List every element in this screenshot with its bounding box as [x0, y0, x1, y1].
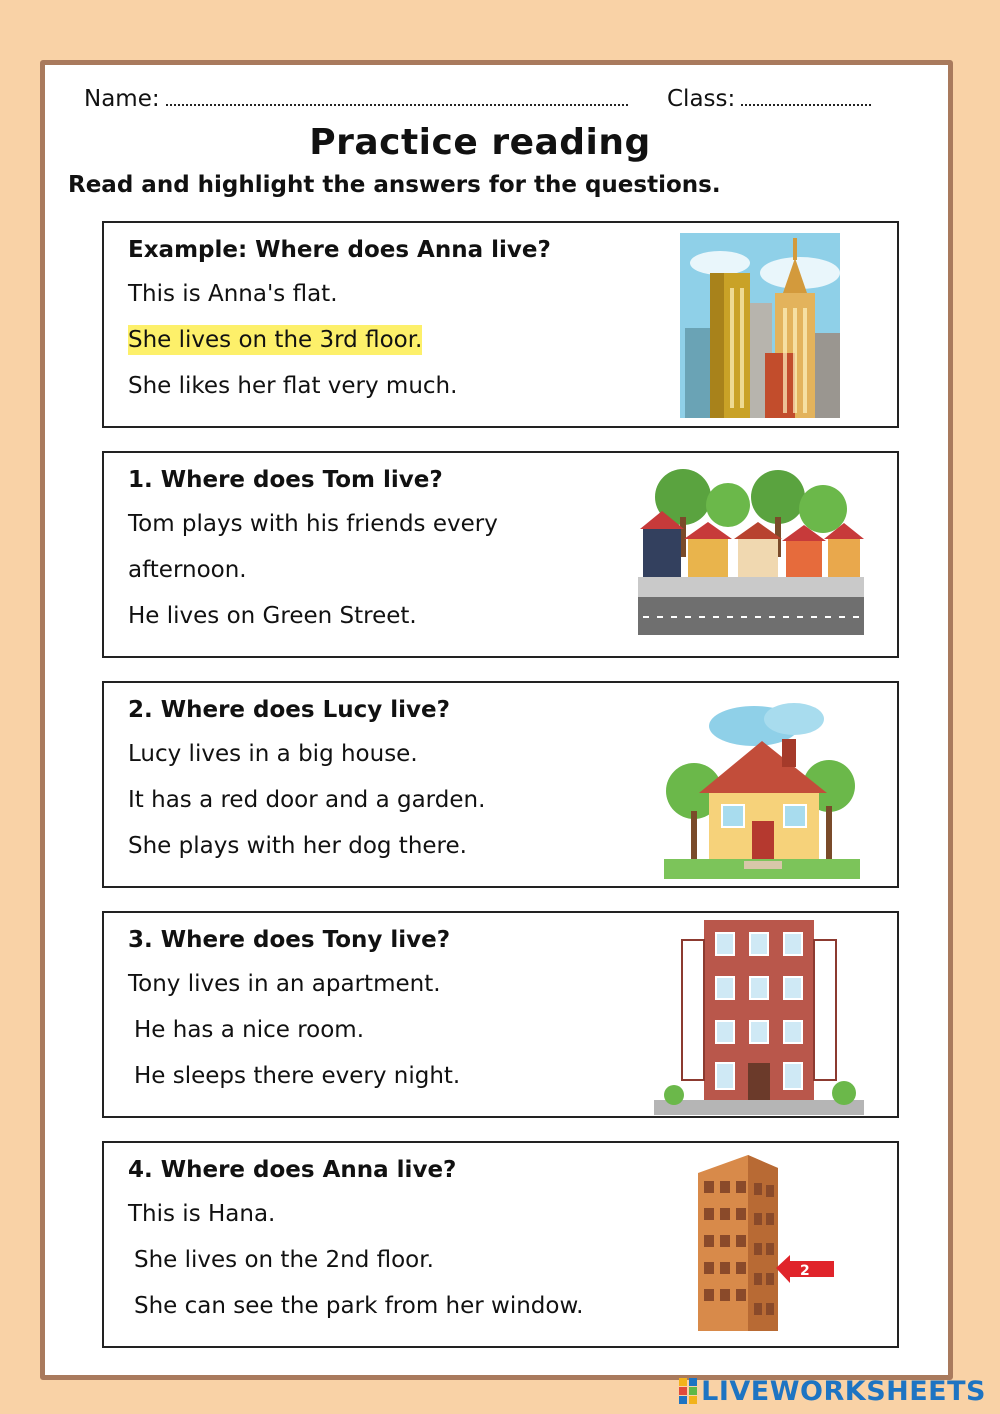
text-line[interactable]: He sleeps there every night. — [134, 1063, 461, 1089]
text-line[interactable]: It has a red door and a garden. — [128, 787, 486, 813]
question-card-4 — [102, 1141, 899, 1348]
question-heading: 2. Where does Lucy live? — [128, 697, 450, 723]
class-blank[interactable] — [741, 86, 871, 106]
name-blank[interactable] — [166, 86, 628, 106]
question-heading: 4. Where does Anna live? — [128, 1157, 457, 1183]
name-field[interactable] — [84, 86, 628, 112]
liveworksheets-logo[interactable] — [679, 1374, 986, 1408]
text-line[interactable]: She lives on the 2nd floor. — [134, 1247, 434, 1273]
text-line[interactable]: She can see the park from her window. — [134, 1293, 584, 1319]
name-label: Name: — [84, 86, 160, 112]
street-houses-image — [638, 467, 864, 635]
question-heading: Example: Where does Anna live? — [128, 237, 551, 263]
text-line[interactable]: He has a nice room. — [134, 1017, 365, 1043]
highlight-mark[interactable]: She lives on the 3rd floor. — [128, 327, 423, 353]
text-line[interactable]: afternoon. — [128, 557, 247, 583]
question-card-2 — [102, 681, 899, 888]
arrow-floor-label: 2 — [800, 1263, 810, 1279]
text-line[interactable]: Tom plays with his friends every — [128, 511, 498, 537]
text-line-highlighted[interactable] — [128, 327, 422, 353]
text-line[interactable]: He lives on Green Street. — [128, 603, 417, 629]
question-heading: 3. Where does Tony live? — [128, 927, 451, 953]
text-line[interactable]: She likes her flat very much. — [128, 373, 458, 399]
class-label: Class: — [667, 86, 736, 112]
big-house-image — [664, 701, 860, 879]
tower-block-image — [688, 1153, 838, 1333]
class-field[interactable] — [667, 86, 871, 112]
instruction: Read and highlight the answers for the questions. — [68, 172, 721, 198]
question-card-3 — [102, 911, 899, 1118]
text-line[interactable]: She plays with her dog there. — [128, 833, 467, 859]
question-heading: 1. Where does Tom live? — [128, 467, 443, 493]
page-title: Practice reading — [309, 122, 651, 163]
text-line[interactable]: This is Hana. — [128, 1201, 276, 1227]
brand-name: LIVEWORKSHEETS — [701, 1375, 986, 1407]
example-card — [102, 221, 899, 428]
text-line[interactable]: Lucy lives in a big house. — [128, 741, 418, 767]
city-skyscrapers-image — [680, 233, 840, 418]
question-card-1 — [102, 451, 899, 658]
apartment-building-image — [654, 915, 864, 1115]
text-line[interactable]: This is Anna's flat. — [128, 281, 338, 307]
liveworksheets-logo-icon — [679, 1378, 697, 1404]
text-line[interactable]: Tony lives in an apartment. — [128, 971, 441, 997]
